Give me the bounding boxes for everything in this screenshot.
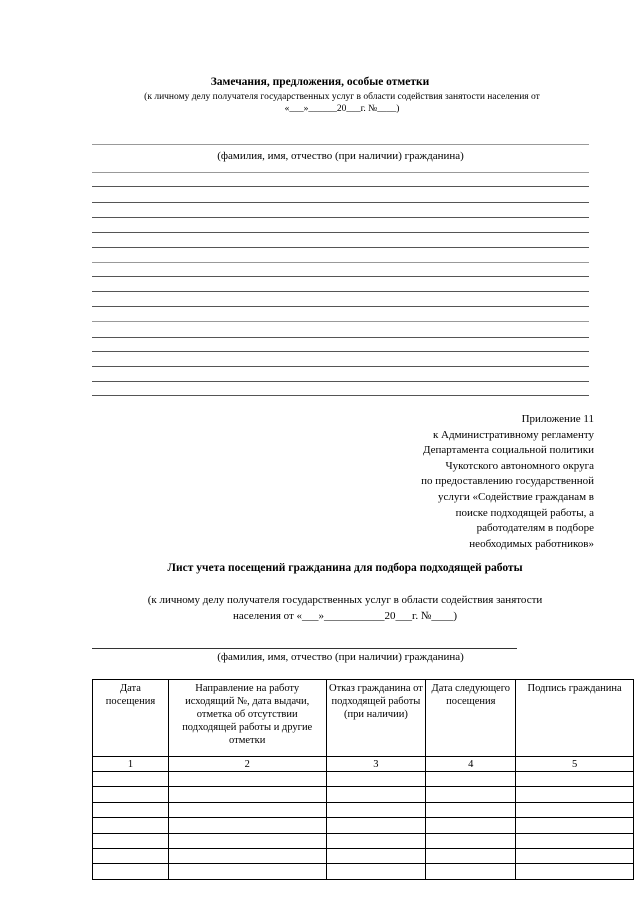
table-cell[interactable] <box>426 818 516 833</box>
remarks-subtitle-line2: «___»______20___г. №____) <box>284 104 400 114</box>
table-row <box>93 787 634 802</box>
fio-line-2 <box>92 648 517 649</box>
table-cell[interactable] <box>93 864 169 879</box>
header-visit-date: Дата посещения <box>93 680 169 757</box>
appendix-line: Департамента социальной политики <box>423 444 594 457</box>
fio-caption-1: (фамилия, имя, отчество (при наличии) гражданина) <box>217 150 464 162</box>
appendix-line: к Административному регламенту <box>432 428 594 441</box>
table-cell[interactable] <box>516 818 634 833</box>
column-number: 3 <box>326 757 426 772</box>
table-cell[interactable] <box>426 772 516 787</box>
remarks-line <box>92 366 589 367</box>
remarks-line <box>92 202 589 203</box>
table-cell[interactable] <box>516 772 634 787</box>
remarks-line <box>92 321 589 322</box>
remarks-line <box>92 217 589 218</box>
column-number: 1 <box>93 757 169 772</box>
remarks-subtitle <box>92 91 592 115</box>
remarks-line <box>92 306 589 307</box>
appendix-line: по предоставлению государственной <box>421 475 594 488</box>
table-cell[interactable] <box>326 772 426 787</box>
table-cell[interactable] <box>168 864 326 879</box>
visits-subtitle <box>100 592 590 624</box>
remarks-line <box>92 291 589 292</box>
visits-subtitle-line2: населения от «___»___________20___г. №____) <box>233 610 457 622</box>
table-cell[interactable] <box>426 802 516 817</box>
table-cell[interactable] <box>426 864 516 879</box>
table-cell[interactable] <box>516 864 634 879</box>
header-refusal: Отказ гражданина от подходящей работы (при наличии) <box>326 680 426 757</box>
appendix-line: необходимых работников» <box>469 537 594 550</box>
table-cell[interactable] <box>168 802 326 817</box>
table-cell[interactable] <box>326 818 426 833</box>
remarks-subtitle-line1: (к личному делу получателя государственных услуг в области содействия занятости населения от <box>144 92 540 102</box>
table-row <box>93 833 634 848</box>
header-referral: Направление на работу исходящий №, дата выдачи, отметка об отсутствии подходящей работы и другие отметки <box>168 680 326 757</box>
table-row <box>93 864 634 879</box>
table-cell[interactable] <box>516 787 634 802</box>
remarks-line <box>92 276 589 277</box>
column-number: 4 <box>426 757 516 772</box>
table-cell[interactable] <box>516 833 634 848</box>
column-number: 5 <box>516 757 634 772</box>
remarks-title: Замечания, предложения, особые отметки <box>210 76 430 88</box>
appendix-line: поиске подходящей работы, а <box>455 506 594 519</box>
table-cell[interactable] <box>326 848 426 863</box>
table-cell[interactable] <box>326 787 426 802</box>
header-signature: Подпись гражданина <box>516 680 634 757</box>
remarks-line <box>92 172 589 173</box>
appendix-line: Приложение 11 <box>521 413 594 425</box>
column-number: 2 <box>168 757 326 772</box>
table-cell[interactable] <box>326 802 426 817</box>
remarks-line <box>92 186 589 187</box>
header-next-visit-date: Дата следующего посещения <box>426 680 516 757</box>
visits-table <box>92 679 634 880</box>
table-cell[interactable] <box>93 818 169 833</box>
appendix-block <box>421 412 594 552</box>
table-row <box>93 802 634 817</box>
remarks-line <box>92 351 589 352</box>
table-cell[interactable] <box>326 833 426 848</box>
column-number-row <box>93 757 634 772</box>
visits-title: Лист учета посещений гражданина для подбора подходящей работы <box>167 562 523 574</box>
remarks-line <box>92 337 589 338</box>
table-row <box>93 772 634 787</box>
table-cell[interactable] <box>168 772 326 787</box>
appendix-line: Чукотского автономного округа <box>445 459 594 472</box>
table-cell[interactable] <box>426 787 516 802</box>
table-cell[interactable] <box>93 787 169 802</box>
table-cell[interactable] <box>426 833 516 848</box>
remarks-line <box>92 262 589 263</box>
visits-subtitle-line1: (к личному делу получателя государственных услуг в области содействия занятости <box>147 594 543 606</box>
appendix-line: услуги «Содействие гражданам в <box>438 490 594 503</box>
table-header-row <box>93 680 634 757</box>
remarks-line <box>92 395 589 396</box>
remarks-line <box>92 232 589 233</box>
table-cell[interactable] <box>168 787 326 802</box>
table-cell[interactable] <box>426 848 516 863</box>
table-row <box>93 818 634 833</box>
remarks-line <box>92 381 589 382</box>
fio-caption-2: (фамилия, имя, отчество (при наличии) гражданина) <box>217 651 464 663</box>
remarks-line <box>92 247 589 248</box>
table-row <box>93 848 634 863</box>
table-cell[interactable] <box>93 833 169 848</box>
fio-line-top <box>92 144 589 145</box>
table-cell[interactable] <box>516 848 634 863</box>
table-cell[interactable] <box>93 848 169 863</box>
appendix-line: работодателям в подборе <box>476 522 594 535</box>
table-cell[interactable] <box>516 802 634 817</box>
table-cell[interactable] <box>168 848 326 863</box>
table-cell[interactable] <box>168 818 326 833</box>
table-cell[interactable] <box>168 833 326 848</box>
table-cell[interactable] <box>93 772 169 787</box>
table-cell[interactable] <box>93 802 169 817</box>
table-cell[interactable] <box>326 864 426 879</box>
